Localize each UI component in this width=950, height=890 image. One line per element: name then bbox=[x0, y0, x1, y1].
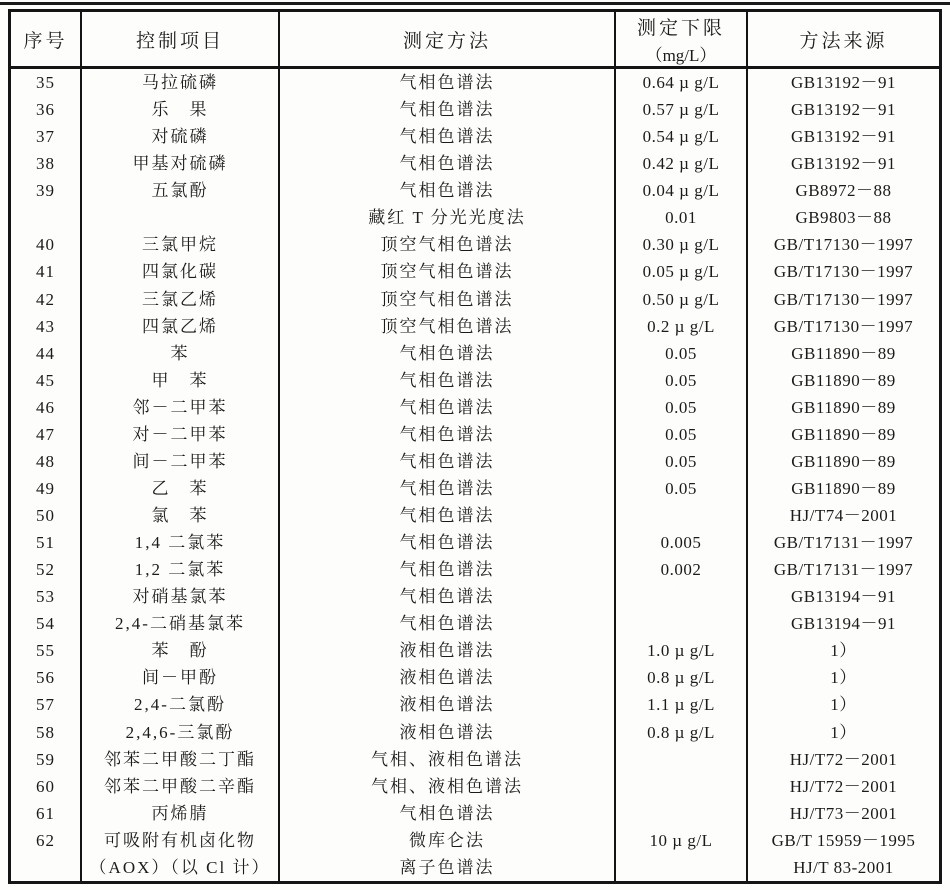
cell-source: GB11890－89 bbox=[747, 475, 939, 502]
cell-source: GB/T17131－1997 bbox=[747, 529, 939, 556]
cell-item: 间－甲酚 bbox=[81, 664, 279, 691]
cell-no: 48 bbox=[36, 451, 55, 471]
cell-source: 1） bbox=[747, 719, 939, 746]
cell-item: 2,4-二氯酚 bbox=[81, 691, 279, 718]
cell-no: 47 bbox=[36, 424, 55, 444]
table-row bbox=[11, 394, 939, 421]
header-item: 控制项目 bbox=[81, 12, 279, 68]
cell-source: 1） bbox=[747, 637, 939, 664]
table-row bbox=[11, 286, 939, 313]
cell-limit: 0.2 µ g/L bbox=[615, 313, 747, 340]
cell-method: 藏红 T 分光光度法 bbox=[279, 204, 615, 231]
cell-method: 气相色谱法 bbox=[279, 68, 615, 97]
table-row bbox=[11, 421, 939, 448]
cell-no: 62 bbox=[36, 830, 55, 850]
cell-no: 49 bbox=[36, 478, 55, 498]
cell-limit bbox=[615, 773, 747, 800]
table-row bbox=[11, 773, 939, 800]
table-row bbox=[11, 123, 939, 150]
cell-no: 43 bbox=[36, 316, 55, 336]
cell-limit: 0.64 µ g/L bbox=[615, 68, 747, 97]
cell-limit bbox=[615, 746, 747, 773]
cell-item: 苯 酚 bbox=[81, 637, 279, 664]
cell-limit: 0.30 µ g/L bbox=[615, 231, 747, 258]
cell-no: 54 bbox=[36, 614, 55, 634]
cell-limit: 0.05 bbox=[615, 475, 747, 502]
cell-item: 对硫磷 bbox=[81, 123, 279, 150]
table-row bbox=[11, 854, 939, 881]
cell-no bbox=[11, 854, 81, 881]
cell-source: GB8972－88 bbox=[747, 177, 939, 204]
cell-source: HJ/T74－2001 bbox=[747, 502, 939, 529]
cell-source: GB11890－89 bbox=[747, 394, 939, 421]
table-row bbox=[11, 475, 939, 502]
table-row bbox=[11, 177, 939, 204]
cell-item: 邻苯二甲酸二辛酯 bbox=[81, 773, 279, 800]
table-row bbox=[11, 719, 939, 746]
table-row bbox=[11, 664, 939, 691]
table-row bbox=[11, 529, 939, 556]
cell-source: HJ/T73－2001 bbox=[747, 800, 939, 827]
cell-limit: 0.8 µ g/L bbox=[615, 719, 747, 746]
cell-item: 邻苯二甲酸二丁酯 bbox=[81, 746, 279, 773]
cell-method: 顶空气相色谱法 bbox=[279, 313, 615, 340]
cell-item: 乐 果 bbox=[81, 96, 279, 123]
cell-item: 对－二甲苯 bbox=[81, 421, 279, 448]
cell-source: GB11890－89 bbox=[747, 448, 939, 475]
table-row bbox=[11, 258, 939, 285]
cell-item: 丙烯腈 bbox=[81, 800, 279, 827]
cell-source: GB13192－91 bbox=[747, 68, 939, 97]
cell-limit: 0.05 µ g/L bbox=[615, 258, 747, 285]
cell-item: 1,2 二氯苯 bbox=[81, 556, 279, 583]
cell-source: HJ/T 83-2001 bbox=[747, 854, 939, 881]
cell-method: 微库仑法 bbox=[279, 827, 615, 854]
header-row bbox=[11, 12, 939, 68]
cell-no: 55 bbox=[36, 641, 55, 661]
cell-item: 三氯乙烯 bbox=[81, 286, 279, 313]
cell-limit: 0.05 bbox=[615, 394, 747, 421]
cell-no: 57 bbox=[36, 695, 55, 715]
cell-item: 对硝基氯苯 bbox=[81, 583, 279, 610]
cell-method: 气相色谱法 bbox=[279, 556, 615, 583]
cell-method: 顶空气相色谱法 bbox=[279, 231, 615, 258]
cell-no: 51 bbox=[36, 533, 55, 553]
cell-limit: 0.005 bbox=[615, 529, 747, 556]
cell-no: 46 bbox=[36, 397, 55, 417]
cell-item: 三氯甲烷 bbox=[81, 231, 279, 258]
cell-method: 顶空气相色谱法 bbox=[279, 286, 615, 313]
page-top-rule bbox=[0, 2, 950, 5]
cell-no: 58 bbox=[36, 722, 55, 742]
cell-limit: 0.05 bbox=[615, 448, 747, 475]
cell-source: GB/T17130－1997 bbox=[747, 313, 939, 340]
cell-limit bbox=[615, 610, 747, 637]
cell-item: 可吸附有机卤化物 bbox=[81, 827, 279, 854]
table-row bbox=[11, 340, 939, 367]
cell-limit: 0.05 bbox=[615, 340, 747, 367]
cell-source: GB9803－88 bbox=[747, 204, 939, 231]
table-row bbox=[11, 448, 939, 475]
cell-source: HJ/T72－2001 bbox=[747, 746, 939, 773]
cell-method: 气相、液相色谱法 bbox=[279, 773, 615, 800]
cell-no: 39 bbox=[36, 181, 55, 201]
cell-method: 气相、液相色谱法 bbox=[279, 746, 615, 773]
cell-method: 气相色谱法 bbox=[279, 150, 615, 177]
cell-method: 离子色谱法 bbox=[279, 854, 615, 881]
cell-method: 气相色谱法 bbox=[279, 177, 615, 204]
cell-no: 42 bbox=[36, 289, 55, 309]
cell-no: 59 bbox=[36, 749, 55, 769]
cell-limit: 0.57 µ g/L bbox=[615, 96, 747, 123]
cell-method: 气相色谱法 bbox=[279, 448, 615, 475]
table-row bbox=[11, 827, 939, 854]
table-row bbox=[11, 231, 939, 258]
cell-no: 53 bbox=[36, 587, 55, 607]
cell-limit: 0.04 µ g/L bbox=[615, 177, 747, 204]
cell-source: 1） bbox=[747, 664, 939, 691]
header-method: 测定方法 bbox=[279, 12, 615, 68]
cell-limit bbox=[615, 502, 747, 529]
table-row bbox=[11, 610, 939, 637]
cell-item bbox=[81, 204, 279, 231]
cell-method: 气相色谱法 bbox=[279, 502, 615, 529]
cell-source: GB/T17130－1997 bbox=[747, 258, 939, 285]
cell-method: 顶空气相色谱法 bbox=[279, 258, 615, 285]
table-row bbox=[11, 746, 939, 773]
cell-item: 邻－二甲苯 bbox=[81, 394, 279, 421]
cell-no: 41 bbox=[36, 262, 55, 282]
cell-item: 氯 苯 bbox=[81, 502, 279, 529]
cell-no bbox=[11, 204, 81, 231]
cell-no: 52 bbox=[36, 560, 55, 580]
cell-item: 乙 苯 bbox=[81, 475, 279, 502]
header-source: 方法来源 bbox=[747, 12, 939, 68]
cell-method: 气相色谱法 bbox=[279, 475, 615, 502]
cell-no: 37 bbox=[36, 127, 55, 147]
cell-limit: 0.8 µ g/L bbox=[615, 664, 747, 691]
table-row bbox=[11, 204, 939, 231]
cell-item: 2,4-二硝基氯苯 bbox=[81, 610, 279, 637]
table-row bbox=[11, 150, 939, 177]
cell-no: 60 bbox=[36, 776, 55, 796]
cell-no: 44 bbox=[36, 343, 55, 363]
cell-item: 四氯化碳 bbox=[81, 258, 279, 285]
cell-method: 气相色谱法 bbox=[279, 96, 615, 123]
cell-source: GB/T17130－1997 bbox=[747, 286, 939, 313]
cell-limit: 0.05 bbox=[615, 367, 747, 394]
cell-source: GB11890－89 bbox=[747, 340, 939, 367]
cell-no: 40 bbox=[36, 235, 55, 255]
detection-methods-table bbox=[11, 12, 939, 881]
cell-limit: 0.50 µ g/L bbox=[615, 286, 747, 313]
cell-item: 苯 bbox=[81, 340, 279, 367]
cell-limit: 1.1 µ g/L bbox=[615, 691, 747, 718]
cell-source: GB11890－89 bbox=[747, 421, 939, 448]
cell-limit: 0.01 bbox=[615, 204, 747, 231]
cell-source: 1） bbox=[747, 691, 939, 718]
cell-item: 1,4 二氯苯 bbox=[81, 529, 279, 556]
table-frame bbox=[8, 9, 942, 884]
table-row bbox=[11, 502, 939, 529]
cell-limit bbox=[615, 800, 747, 827]
table-row bbox=[11, 556, 939, 583]
cell-method: 气相色谱法 bbox=[279, 610, 615, 637]
cell-no: 56 bbox=[36, 668, 55, 688]
cell-method: 气相色谱法 bbox=[279, 529, 615, 556]
cell-method: 液相色谱法 bbox=[279, 691, 615, 718]
cell-method: 气相色谱法 bbox=[279, 583, 615, 610]
cell-source: GB13194－91 bbox=[747, 610, 939, 637]
cell-item: 甲基对硫磷 bbox=[81, 150, 279, 177]
cell-limit bbox=[615, 583, 747, 610]
header-no: 序号 bbox=[11, 12, 81, 68]
cell-no: 50 bbox=[36, 506, 55, 526]
table-body bbox=[11, 68, 939, 882]
table-row bbox=[11, 68, 939, 97]
cell-item: 甲 苯 bbox=[81, 367, 279, 394]
cell-limit: 1.0 µ g/L bbox=[615, 637, 747, 664]
cell-source: GB13194－91 bbox=[747, 583, 939, 610]
cell-source: GB/T17130－1997 bbox=[747, 231, 939, 258]
cell-source: GB11890－89 bbox=[747, 367, 939, 394]
cell-source: GB/T 15959－1995 bbox=[747, 827, 939, 854]
table-row bbox=[11, 367, 939, 394]
cell-source: HJ/T72－2001 bbox=[747, 773, 939, 800]
cell-method: 液相色谱法 bbox=[279, 719, 615, 746]
cell-method: 气相色谱法 bbox=[279, 421, 615, 448]
cell-method: 气相色谱法 bbox=[279, 394, 615, 421]
cell-method: 液相色谱法 bbox=[279, 664, 615, 691]
cell-method: 气相色谱法 bbox=[279, 340, 615, 367]
table-row bbox=[11, 313, 939, 340]
cell-limit: 10 µ g/L bbox=[615, 827, 747, 854]
table-row bbox=[11, 583, 939, 610]
table-row bbox=[11, 691, 939, 718]
cell-limit: 0.42 µ g/L bbox=[615, 150, 747, 177]
cell-method: 液相色谱法 bbox=[279, 637, 615, 664]
cell-item: 马拉硫磷 bbox=[81, 68, 279, 97]
cell-limit bbox=[615, 854, 747, 881]
cell-no: 45 bbox=[36, 370, 55, 390]
cell-limit: 0.002 bbox=[615, 556, 747, 583]
cell-source: GB13192－91 bbox=[747, 96, 939, 123]
cell-source: GB/T17131－1997 bbox=[747, 556, 939, 583]
cell-source: GB13192－91 bbox=[747, 150, 939, 177]
cell-no: 35 bbox=[36, 73, 55, 93]
cell-no: 38 bbox=[36, 154, 55, 174]
cell-method: 气相色谱法 bbox=[279, 800, 615, 827]
table-row bbox=[11, 637, 939, 664]
cell-no: 36 bbox=[36, 100, 55, 120]
cell-item: 四氯乙烯 bbox=[81, 313, 279, 340]
table-row bbox=[11, 800, 939, 827]
cell-method: 气相色谱法 bbox=[279, 123, 615, 150]
header-limit-line2: （mg/L） bbox=[645, 45, 717, 65]
cell-limit: 0.05 bbox=[615, 421, 747, 448]
cell-item: 2,4,6-三氯酚 bbox=[81, 719, 279, 746]
cell-item: （AOX）（以 Cl 计） bbox=[81, 854, 279, 881]
cell-item: 间－二甲苯 bbox=[81, 448, 279, 475]
header-limit bbox=[615, 12, 747, 68]
cell-item: 五氯酚 bbox=[81, 177, 279, 204]
table-row bbox=[11, 96, 939, 123]
cell-limit: 0.54 µ g/L bbox=[615, 123, 747, 150]
header-limit-line1: 测定下限 bbox=[636, 17, 725, 39]
cell-method: 气相色谱法 bbox=[279, 367, 615, 394]
cell-no: 61 bbox=[36, 803, 55, 823]
cell-source: GB13192－91 bbox=[747, 123, 939, 150]
